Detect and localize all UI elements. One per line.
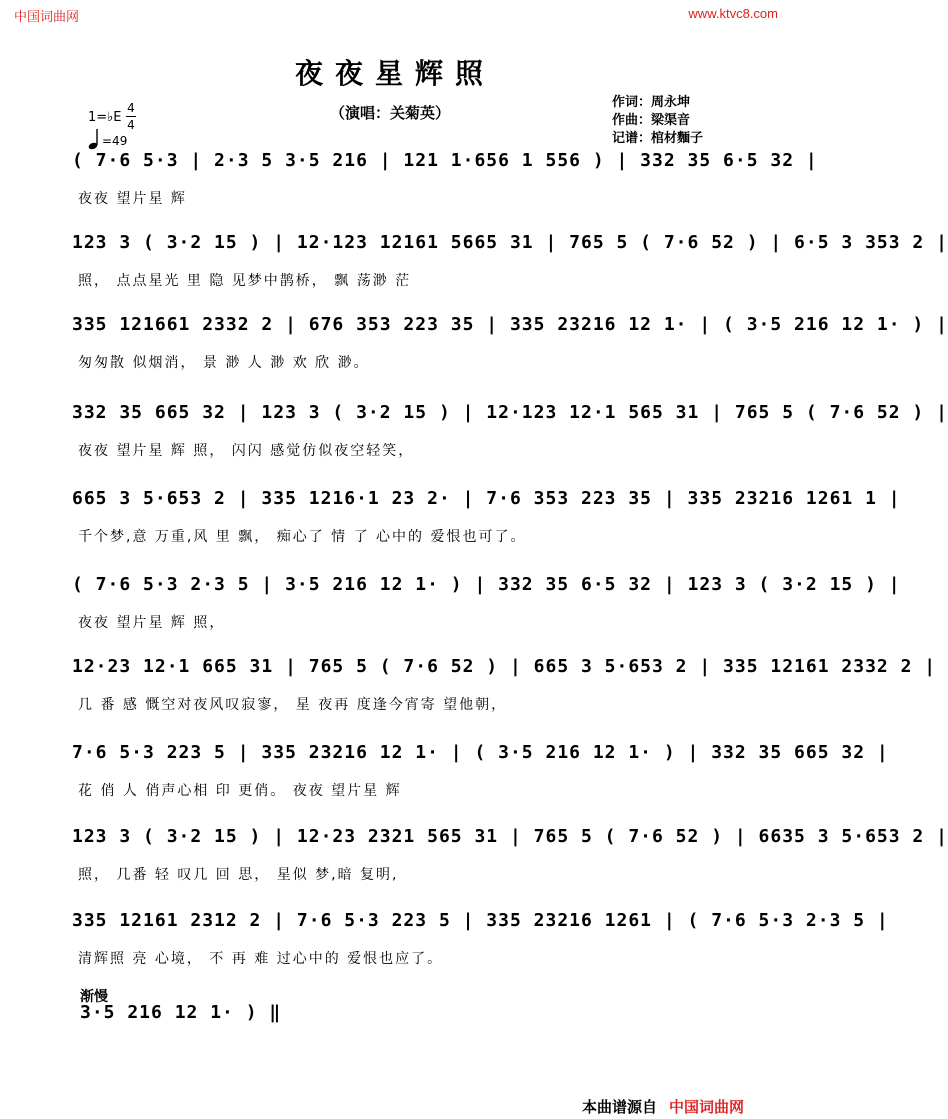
notation-line: 665 3 5·653 2 | 335 1216·1 23 2· | 7·6 353 223 35 | 335 23216 1261 1 | [72, 488, 901, 509]
time-signature-bottom: 4 [127, 118, 135, 132]
notation-line: 12·23 12·1 665 31 | 765 5 ( 7·6 52 ) | 665 3 5·653 2 | 335 12161 2332 2 | [72, 656, 937, 677]
lyrics-line: 花 俏 人 俏声心相 印 更俏。 夜夜 望片星 辉 [78, 783, 402, 799]
time-signature-divider [126, 116, 136, 117]
song-title: 夜夜星辉照 [294, 57, 495, 90]
lyrics-line: 夜夜 望片星 辉 [78, 191, 187, 207]
lyrics-line: 照， 点点星光 里 隐 见梦中鹊桥， 飘 荡渺 茫 [78, 273, 412, 289]
time-signature-top: 4 [127, 101, 135, 115]
source-site: 中国词曲网 [669, 1098, 745, 1116]
watermark-right: www.ktvc8.com [688, 6, 778, 21]
lyrics-line: 夜夜 望片星 辉 照， [78, 615, 226, 631]
notation-line: 335 121661 2332 2 | 676 353 223 35 | 335 23216 12 1· | ( 3·5 216 12 1· ) | [72, 314, 948, 335]
watermark-left: 中国词曲网 [14, 10, 80, 25]
quarter-note-icon [88, 128, 102, 150]
notation-line: 123 3 ( 3·2 15 ) | 12·23 2321 565 31 | 765 5 ( 7·6 52 ) | 6635 3 5·653 2 | [72, 826, 948, 847]
source-label: 本曲谱源自 [582, 1098, 658, 1116]
credit-composer: 作曲：梁渠音 [612, 113, 691, 128]
notation-line: ( 7·6 5·3 | 2·3 5 3·5 216 | 121 1·656 1 556 ) | 332 35 6·5 32 | [72, 150, 818, 171]
final-notation-line: 3·5 216 12 1· ) ‖ [80, 1002, 282, 1023]
notation-line: 123 3 ( 3·2 15 ) | 12·123 12161 5665 31 | 765 5 ( 7·6 52 ) | 6·5 3 353 2 | [72, 232, 948, 253]
key-signature-block [86, 100, 166, 152]
credit-lyricist: 作词：周永坤 [612, 95, 691, 110]
singer-label: （演唱：关菊英） [330, 104, 451, 122]
lyrics-line: 几 番 感 慨空对夜风叹寂寥， 星 夜再 度逢今宵寄 望他朝， [78, 697, 508, 713]
ritardando-label: 渐慢 [80, 989, 108, 1005]
lyrics-line: 千个梦,意 万重,风 里 飘， 痴心了 情 了 心中的 爱恨也可了。 [78, 529, 527, 545]
credits [612, 94, 703, 148]
notation-line: 332 35 665 32 | 123 3 ( 3·2 15 ) | 12·123 12·1 565 31 | 765 5 ( 7·6 52 ) | [72, 402, 948, 423]
tempo-marking: =49 [102, 134, 128, 148]
source-footer [582, 1096, 744, 1117]
key-signature: 1=♭E [88, 110, 122, 125]
lyrics-line: 照， 几番 轻 叹几 回 思， 星似 梦,暗 复明, [78, 867, 399, 883]
lyrics-line: 清辉照 亮 心境， 不 再 难 过心中的 爱恨也应了。 [78, 951, 444, 967]
lyrics-line: 夜夜 望片星 辉 照， 闪闪 感觉仿似夜空轻笑， [78, 443, 415, 459]
notation-line: 335 12161 2312 2 | 7·6 5·3 223 5 | 335 23216 1261 | ( 7·6 5·3 2·3 5 | [72, 910, 889, 931]
notation-line: 7·6 5·3 223 5 | 335 23216 12 1· | ( 3·5 216 12 1· ) | 332 35 665 32 | [72, 742, 889, 763]
credit-transcriber: 记谱：棺材麵子 [612, 131, 704, 146]
notation-line: ( 7·6 5·3 2·3 5 | 3·5 216 12 1· ) | 332 35 6·5 32 | 123 3 ( 3·2 15 ) | [72, 574, 901, 595]
lyrics-line: 匆匆散 似烟消， 景 渺 人 渺 欢 欣 渺。 [78, 355, 370, 371]
